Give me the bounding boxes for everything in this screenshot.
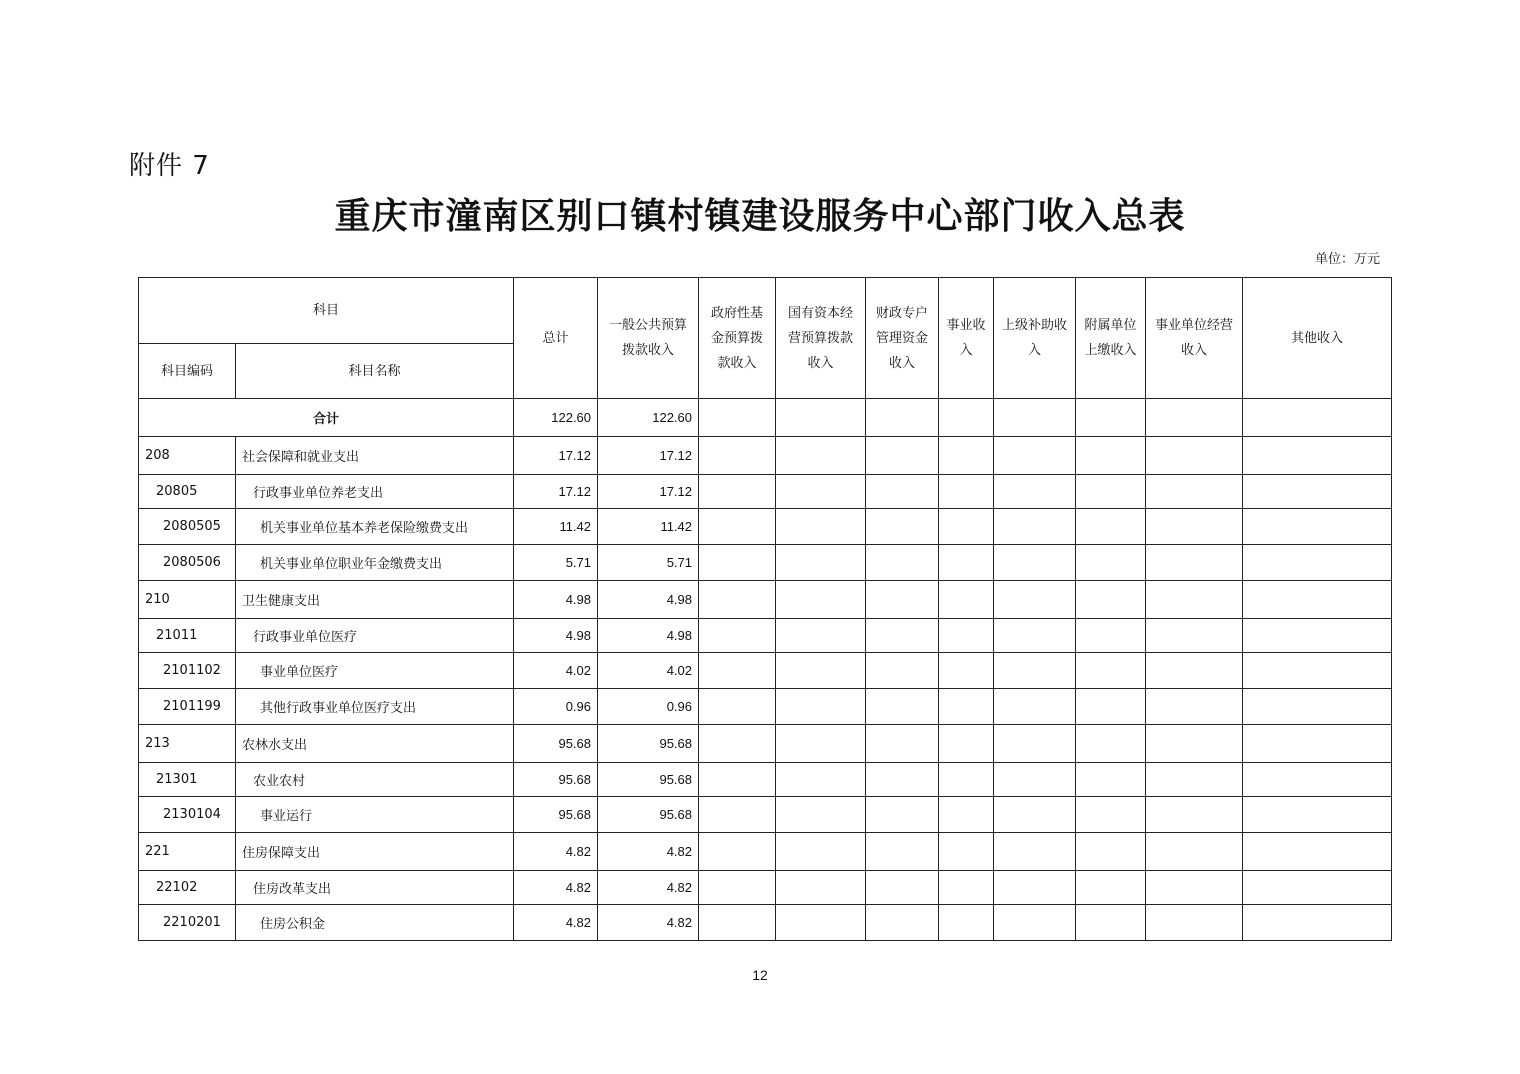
- total-cell: 11.42: [514, 509, 598, 545]
- empty-cell: [866, 581, 939, 619]
- total-cell: 17.12: [514, 475, 598, 509]
- header-superior-subsidy: 上级补助收入: [994, 278, 1076, 399]
- total-cell: 122.60: [514, 399, 598, 437]
- empty-cell: [699, 475, 776, 509]
- empty-cell: [939, 653, 994, 689]
- subject-name-cell: 农业农村: [236, 763, 514, 797]
- empty-cell: [1076, 797, 1146, 833]
- table-row: [139, 437, 1392, 475]
- general-budget-cell: 17.12: [598, 475, 699, 509]
- empty-cell: [939, 725, 994, 763]
- general-budget-cell: 4.98: [598, 619, 699, 653]
- table-row: [139, 905, 1392, 941]
- header-business-operation: 事业单位经营收入: [1146, 278, 1243, 399]
- empty-cell: [1146, 763, 1243, 797]
- table-row: [139, 619, 1392, 653]
- empty-cell: [939, 619, 994, 653]
- empty-cell: [939, 905, 994, 941]
- header-business-income: 事业收入: [939, 278, 994, 399]
- total-cell: 5.71: [514, 545, 598, 581]
- empty-cell: [1243, 509, 1392, 545]
- empty-cell: [994, 763, 1076, 797]
- empty-cell: [1076, 833, 1146, 871]
- subject-name-cell: 社会保障和就业支出: [236, 437, 514, 475]
- general-budget-cell: 95.68: [598, 763, 699, 797]
- empty-cell: [866, 437, 939, 475]
- total-cell: 4.82: [514, 871, 598, 905]
- header-other-income: 其他收入: [1243, 278, 1392, 399]
- income-summary-table: [138, 277, 1392, 941]
- subject-name-cell: 机关事业单位职业年金缴费支出: [236, 545, 514, 581]
- empty-cell: [1243, 619, 1392, 653]
- empty-cell: [939, 871, 994, 905]
- empty-cell: [1076, 725, 1146, 763]
- empty-cell: [1146, 437, 1243, 475]
- empty-cell: [1146, 689, 1243, 725]
- empty-cell: [866, 871, 939, 905]
- empty-cell: [939, 437, 994, 475]
- empty-cell: [994, 581, 1076, 619]
- total-cell: 4.02: [514, 653, 598, 689]
- general-budget-cell: 11.42: [598, 509, 699, 545]
- empty-cell: [1076, 653, 1146, 689]
- header-fiscal-special: 财政专户管理资金收入: [866, 278, 939, 399]
- empty-cell: [1076, 689, 1146, 725]
- empty-cell: [776, 763, 866, 797]
- empty-cell: [1146, 545, 1243, 581]
- empty-cell: [776, 797, 866, 833]
- empty-cell: [699, 653, 776, 689]
- subject-code-cell: 21301: [139, 763, 236, 797]
- header-subject: 科目: [139, 278, 514, 344]
- page-number: 12: [752, 967, 768, 983]
- total-cell: 95.68: [514, 763, 598, 797]
- empty-cell: [994, 653, 1076, 689]
- general-budget-cell: 17.12: [598, 437, 699, 475]
- unit-label: 单位：万元: [1314, 252, 1380, 267]
- empty-cell: [994, 437, 1076, 475]
- subject-code-cell: 2080506: [139, 545, 236, 581]
- total-cell: 4.82: [514, 905, 598, 941]
- header-affiliate-payment: 附属单位上缴收入: [1076, 278, 1146, 399]
- empty-cell: [939, 545, 994, 581]
- table-row: [139, 581, 1392, 619]
- general-budget-cell: 4.82: [598, 905, 699, 941]
- subject-code-cell: 2101102: [139, 653, 236, 689]
- empty-cell: [1243, 475, 1392, 509]
- empty-cell: [1146, 475, 1243, 509]
- general-budget-cell: 4.82: [598, 833, 699, 871]
- subject-code-cell: 210: [139, 581, 236, 619]
- empty-cell: [1076, 581, 1146, 619]
- empty-cell: [1243, 871, 1392, 905]
- empty-cell: [1146, 509, 1243, 545]
- empty-cell: [1146, 653, 1243, 689]
- empty-cell: [1243, 725, 1392, 763]
- empty-cell: [1243, 581, 1392, 619]
- empty-cell: [776, 905, 866, 941]
- subject-name-cell: 住房公积金: [236, 905, 514, 941]
- empty-cell: [1243, 689, 1392, 725]
- empty-cell: [994, 475, 1076, 509]
- empty-cell: [699, 905, 776, 941]
- empty-cell: [776, 871, 866, 905]
- empty-cell: [1076, 871, 1146, 905]
- empty-cell: [1076, 619, 1146, 653]
- empty-cell: [699, 619, 776, 653]
- subject-name-cell: 事业单位医疗: [236, 653, 514, 689]
- empty-cell: [939, 399, 994, 437]
- empty-cell: [699, 797, 776, 833]
- empty-cell: [776, 509, 866, 545]
- empty-cell: [776, 619, 866, 653]
- empty-cell: [939, 581, 994, 619]
- subject-name-cell: 机关事业单位基本养老保险缴费支出: [236, 509, 514, 545]
- empty-cell: [776, 689, 866, 725]
- subject-code-cell: 221: [139, 833, 236, 871]
- empty-cell: [994, 725, 1076, 763]
- table-row: [139, 689, 1392, 725]
- empty-cell: [776, 725, 866, 763]
- empty-cell: [1076, 475, 1146, 509]
- empty-cell: [866, 763, 939, 797]
- empty-cell: [1146, 725, 1243, 763]
- subject-code-cell: 2080505: [139, 509, 236, 545]
- empty-cell: [939, 833, 994, 871]
- header-gov-fund: 政府性基金预算拨款收入: [699, 278, 776, 399]
- header-total: 总计: [514, 278, 598, 399]
- empty-cell: [1243, 399, 1392, 437]
- empty-cell: [1146, 905, 1243, 941]
- total-cell: 4.82: [514, 833, 598, 871]
- empty-cell: [776, 399, 866, 437]
- empty-cell: [994, 545, 1076, 581]
- empty-cell: [776, 545, 866, 581]
- empty-cell: [1076, 905, 1146, 941]
- empty-cell: [1243, 763, 1392, 797]
- table-row: [139, 797, 1392, 833]
- empty-cell: [1146, 871, 1243, 905]
- general-budget-cell: 122.60: [598, 399, 699, 437]
- empty-cell: [1146, 797, 1243, 833]
- empty-cell: [866, 545, 939, 581]
- subject-name-cell: 卫生健康支出: [236, 581, 514, 619]
- empty-cell: [1146, 619, 1243, 653]
- document-title: 重庆市潼南区别口镇村镇建设服务中心部门收入总表: [334, 196, 1186, 237]
- subject-code-cell: 21011: [139, 619, 236, 653]
- empty-cell: [1243, 437, 1392, 475]
- table-row: [139, 833, 1392, 871]
- empty-cell: [699, 399, 776, 437]
- total-cell: 95.68: [514, 797, 598, 833]
- total-cell: 95.68: [514, 725, 598, 763]
- empty-cell: [1243, 905, 1392, 941]
- general-budget-cell: 95.68: [598, 797, 699, 833]
- empty-cell: [1243, 797, 1392, 833]
- empty-cell: [776, 437, 866, 475]
- empty-cell: [994, 509, 1076, 545]
- subject-code-cell: 2101199: [139, 689, 236, 725]
- empty-cell: [1076, 399, 1146, 437]
- total-cell: 17.12: [514, 437, 598, 475]
- general-budget-cell: 4.82: [598, 871, 699, 905]
- subject-code-cell: 208: [139, 437, 236, 475]
- general-budget-cell: 95.68: [598, 725, 699, 763]
- subject-code-cell: 20805: [139, 475, 236, 509]
- empty-cell: [1076, 545, 1146, 581]
- empty-cell: [866, 725, 939, 763]
- table-row: [139, 871, 1392, 905]
- empty-cell: [994, 797, 1076, 833]
- empty-cell: [939, 689, 994, 725]
- empty-cell: [1243, 833, 1392, 871]
- header-state-capital: 国有资本经营预算拨款收入: [776, 278, 866, 399]
- subject-code-cell: 213: [139, 725, 236, 763]
- general-budget-cell: 0.96: [598, 689, 699, 725]
- subject-code-cell: 2210201: [139, 905, 236, 941]
- general-budget-cell: 5.71: [598, 545, 699, 581]
- empty-cell: [994, 399, 1076, 437]
- empty-cell: [699, 725, 776, 763]
- empty-cell: [994, 833, 1076, 871]
- empty-cell: [994, 689, 1076, 725]
- empty-cell: [1076, 763, 1146, 797]
- empty-cell: [699, 689, 776, 725]
- subject-name-cell: 事业运行: [236, 797, 514, 833]
- header-subject-name: 科目名称: [236, 344, 514, 399]
- empty-cell: [699, 545, 776, 581]
- empty-cell: [994, 871, 1076, 905]
- subject-name-cell: 住房保障支出: [236, 833, 514, 871]
- subject-name-cell: 住房改革支出: [236, 871, 514, 905]
- empty-cell: [1146, 833, 1243, 871]
- empty-cell: [866, 653, 939, 689]
- subject-name-cell: 农林水支出: [236, 725, 514, 763]
- empty-cell: [1146, 399, 1243, 437]
- empty-cell: [866, 509, 939, 545]
- table-row: [139, 725, 1392, 763]
- table-row: [139, 509, 1392, 545]
- empty-cell: [866, 905, 939, 941]
- empty-cell: [699, 581, 776, 619]
- empty-cell: [939, 763, 994, 797]
- empty-cell: [1243, 545, 1392, 581]
- total-cell: 0.96: [514, 689, 598, 725]
- total-row: [139, 399, 1392, 437]
- empty-cell: [1146, 581, 1243, 619]
- empty-cell: [866, 475, 939, 509]
- header-general-budget: 一般公共预算拨款收入: [598, 278, 699, 399]
- empty-cell: [939, 797, 994, 833]
- empty-cell: [939, 475, 994, 509]
- empty-cell: [1243, 653, 1392, 689]
- empty-cell: [699, 871, 776, 905]
- empty-cell: [699, 437, 776, 475]
- empty-cell: [776, 653, 866, 689]
- empty-cell: [866, 833, 939, 871]
- empty-cell: [866, 689, 939, 725]
- table-row: [139, 763, 1392, 797]
- subject-name-cell: 行政事业单位医疗: [236, 619, 514, 653]
- empty-cell: [699, 833, 776, 871]
- empty-cell: [866, 797, 939, 833]
- subject-name-cell: 其他行政事业单位医疗支出: [236, 689, 514, 725]
- attachment-label: 附件 7: [129, 151, 210, 181]
- general-budget-cell: 4.02: [598, 653, 699, 689]
- empty-cell: [994, 619, 1076, 653]
- empty-cell: [994, 905, 1076, 941]
- subject-code-cell: 22102: [139, 871, 236, 905]
- total-cell: 4.98: [514, 581, 598, 619]
- empty-cell: [699, 509, 776, 545]
- empty-cell: [776, 475, 866, 509]
- header-subject-code: 科目编码: [139, 344, 236, 399]
- total-label: 合计: [139, 399, 514, 437]
- empty-cell: [699, 763, 776, 797]
- general-budget-cell: 4.98: [598, 581, 699, 619]
- table-row: [139, 653, 1392, 689]
- empty-cell: [939, 509, 994, 545]
- empty-cell: [866, 399, 939, 437]
- table-row: [139, 475, 1392, 509]
- empty-cell: [866, 619, 939, 653]
- subject-code-cell: 2130104: [139, 797, 236, 833]
- total-cell: 4.98: [514, 619, 598, 653]
- table-row: [139, 545, 1392, 581]
- empty-cell: [1076, 509, 1146, 545]
- empty-cell: [1076, 437, 1146, 475]
- subject-name-cell: 行政事业单位养老支出: [236, 475, 514, 509]
- empty-cell: [776, 833, 866, 871]
- empty-cell: [776, 581, 866, 619]
